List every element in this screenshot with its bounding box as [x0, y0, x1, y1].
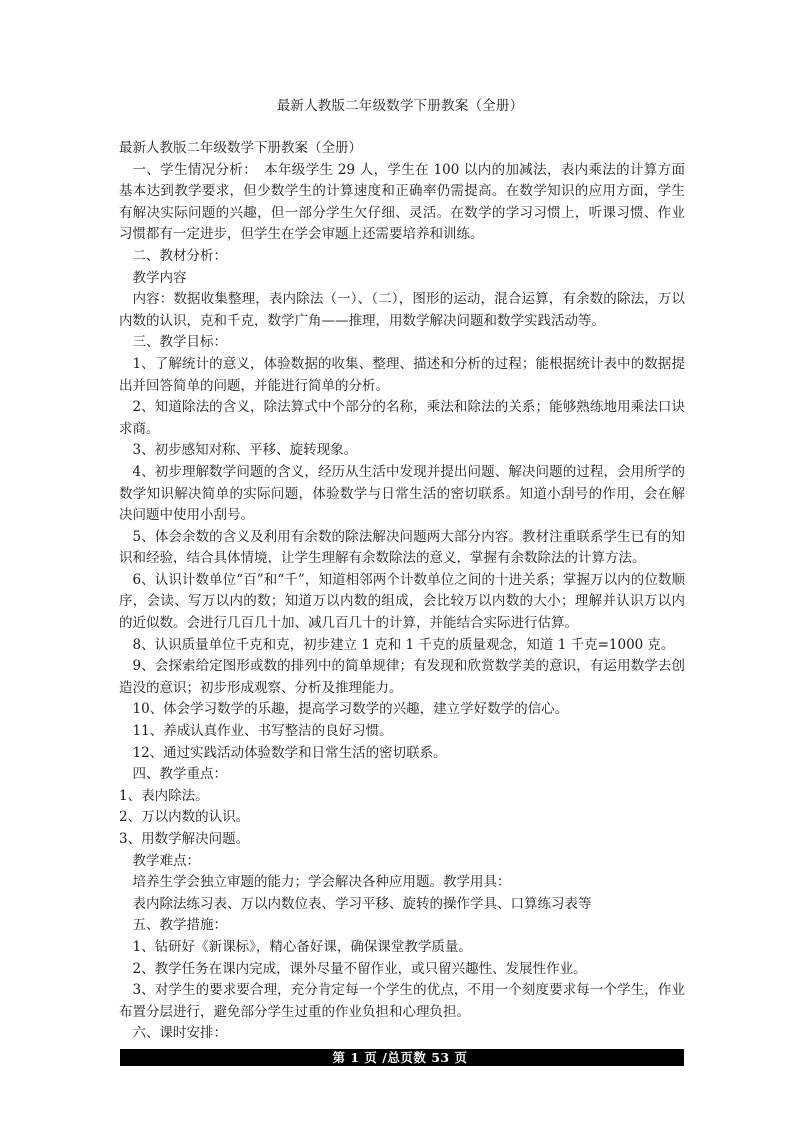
paragraph: 1、钻研好《新课标》，精心备好课，确保课堂教学质量。 — [132, 938, 472, 955]
paragraph: 8、认识质量单位千克和克，初步建立 1 克和 1 千克的质量观念，知道 1 千克=1000 克。 — [132, 636, 675, 653]
document-body — [119, 138, 685, 1045]
paragraph: 4、初步理解数学问题的含义，经历从生活中发现并提出问题、解决问题的过程，会用所学的数学知识解决简单的实际问题，体验数学与日常生活的密切联系。知道小刮号的作用，会在解决问题中使用小刮号。 — [119, 463, 685, 524]
paragraph: 一、学生情况分析： 本年级学生 29 人，学生在 100 以内的加减法，表内乘法的计算方面基本达到教学要求，但少数学生的计算速度和正确率仍需提高。在数学知识的应用方面，学生有解决实际问题的兴趣，但一部分学生欠仔细、灵活。在数学的学习习惯上，听课习惯、作业习惯都有一定进步，但学生在学会审题上还需要培养和训练。 — [119, 161, 685, 243]
paragraph: 二、教材分析： — [132, 247, 227, 264]
page-title: 最新人教版二年级数学下册教案（全册） — [276, 98, 524, 114]
paragraph: 12、通过实践活动体验数学和日常生活的密切联系。 — [132, 744, 447, 761]
paragraph: 2、教学任务在课内完成，课外尽量不留作业，或只留兴趣性、发展性作业。 — [132, 960, 587, 977]
paragraph: 6、认识计数单位“百”和“千”，知道相邻两个计数单位之间的十进关系；掌握万以内的位数顺序，会读、写万以内的数；知道万以内数的组成，会比较万以内数的大小；理解并认识万以内的近似数。会进行几百几十加、减几百几十的计算，并能结合实际进行估算。 — [119, 571, 685, 632]
paragraph: 教学难点： — [132, 852, 200, 869]
paragraph: 表内除法练习表、万以内数位表、学习平移、旋转的操作学具、口算练习表等 — [132, 895, 592, 912]
paragraph: 最新人教版二年级数学下册教案（全册） — [119, 140, 362, 156]
paragraph: 1、了解统计的意义，体验数据的收集、整理、描述和分析的过程；能根据统计表中的数据提出并回答简单的问题，并能进行简单的分析。 — [119, 355, 685, 394]
paragraph: 9、会探索给定图形或数的排列中的简单规律；有发现和欣赏数学美的意识，有运用数学去创造没的意识；初步形成观察、分析及推理能力。 — [119, 658, 685, 696]
paragraph: 3、对学生的要求要合理，充分肯定每一个学生的优点，不用一个刻度要求每一个学生，作业布置分层进行，避免部分学生过重的作业负担和心理负担。 — [119, 982, 685, 1020]
paragraph: 2、万以内数的认识。 — [119, 809, 250, 826]
paragraph: 1、表内除法。 — [119, 787, 209, 804]
paragraph: 三、教学目标： — [132, 334, 227, 351]
paragraph: 内容：数据收集整理，表内除法（一）、（二），图形的运动，混合运算，有余数的除法，万以内数的认识，克和千克，数学广角——推理，用数学解决问题和数学实践活动等。 — [119, 291, 685, 329]
paragraph: 培养生学会独立审题的能力；学会解决各种应用题。教学用具： — [132, 874, 511, 891]
paragraph: 教学内容 — [132, 269, 187, 286]
paragraph: 六、课时安排： — [132, 1025, 227, 1042]
paragraph: 四、教学重点： — [132, 766, 227, 783]
paragraph: 11、养成认真作业、书写整洁的良好习惯。 — [132, 723, 393, 740]
paragraph: 五、教学措施： — [132, 917, 227, 934]
paragraph: 10、体会学习数学的乐趣，提高学习数学的兴趣，建立学好数学的信心。 — [132, 701, 569, 718]
paragraph: 3、初步感知对称、平移、旋转现象。 — [132, 442, 358, 459]
paragraph: 2、知道除法的含义，除法算式中个部分的名称，乘法和除法的关系；能够熟练地用乘法口诀求商。 — [119, 399, 685, 437]
paragraph: 3、用数学解决问题。 — [119, 831, 250, 847]
page-number-footer: 第 1 页 /总页数 53 页 — [332, 1050, 468, 1065]
paragraph: 5、体会余数的含义及利用有余数的除法解决问题两大部分内容。教材注重联系学生已有的知识和经验，结合具体情境，让学生理解有余数除法的意义，掌握有余数除法的计算方法。 — [119, 528, 685, 567]
